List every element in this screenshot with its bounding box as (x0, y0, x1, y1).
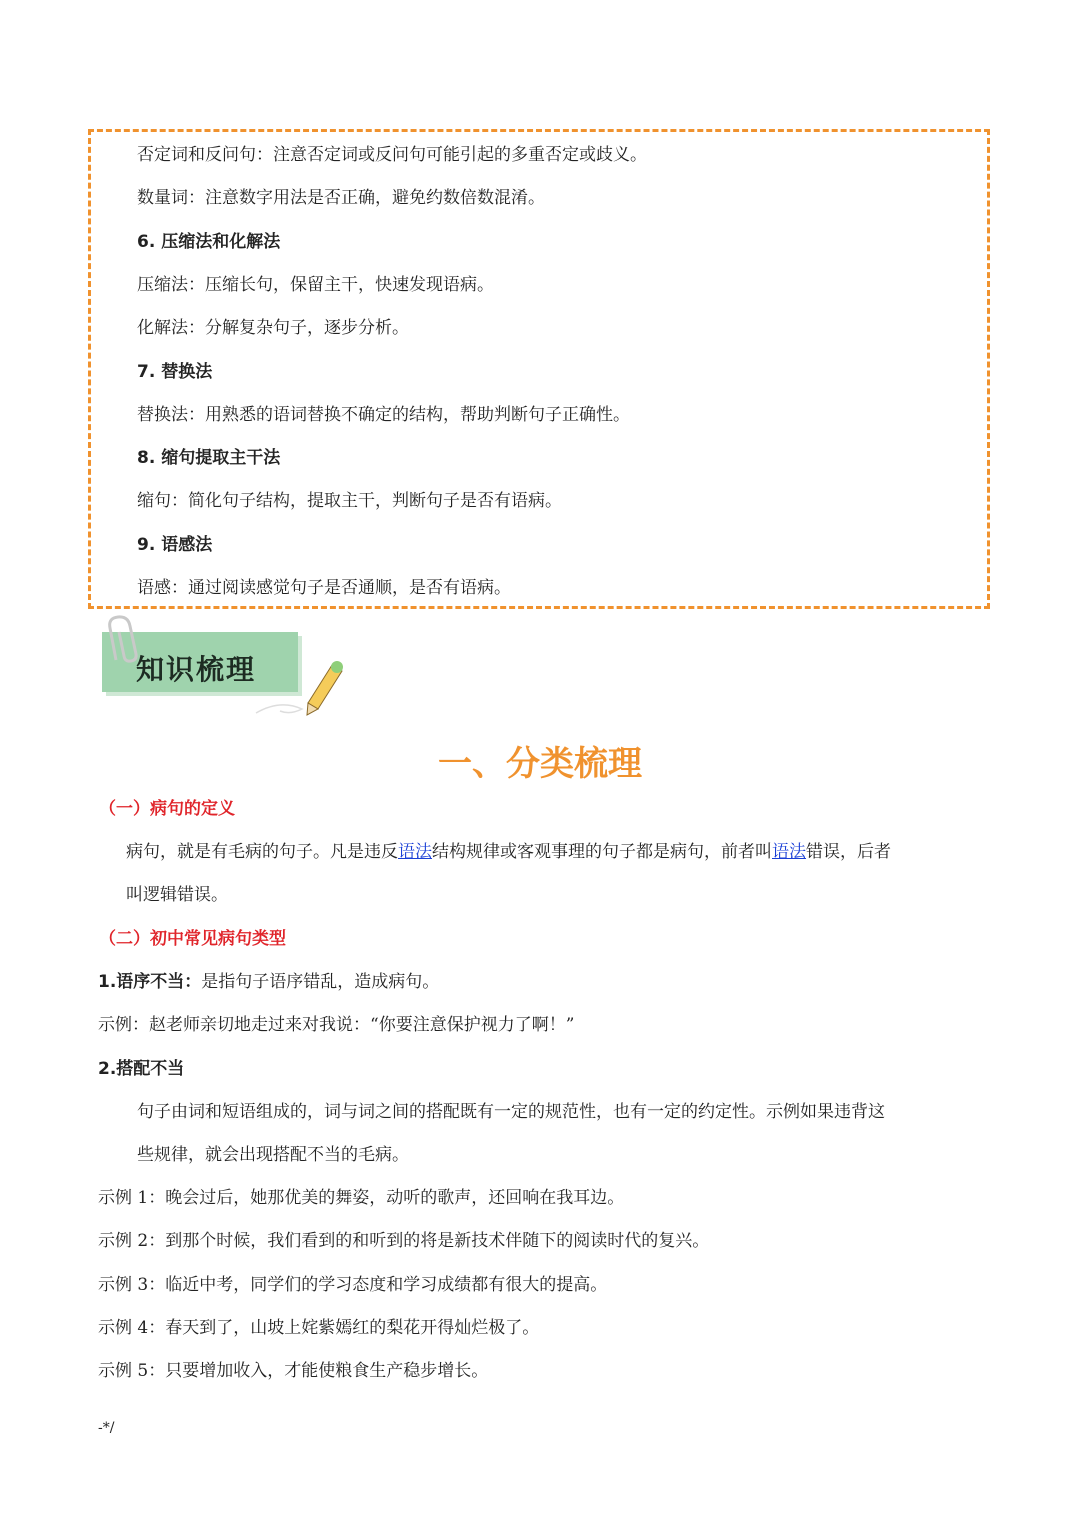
type-2-label: 2.搭配不当 (98, 1059, 185, 1079)
grammar-link-1[interactable]: 语法 (398, 842, 432, 862)
type-2-paragraph: 句子由词和短语组成的，词与词之间的搭配既有一定的规范性，也有一定的约定性。示例如果违背这 (137, 1102, 885, 1122)
box-heading-8: 8. 缩句提取主干法 (137, 448, 281, 468)
grammar-link-2[interactable]: 语法 (772, 842, 806, 862)
box-line-2: 数量词：注意数字用法是否正确，避免约数倍数混淆。 (137, 188, 545, 208)
pencil-icon (250, 655, 350, 720)
box-line-4: 化解法：分解复杂句子，逐步分析。 (137, 318, 409, 338)
box-line-6: 缩句：简化句子结构，提取主干，判断句子是否有语病。 (137, 491, 562, 511)
paragraph-text: 病句，就是有毛病的句子。凡是违反 (126, 842, 398, 862)
page-footer: -*/ (98, 1420, 115, 1436)
example-5: 示例 5：只要增加收入，才能使粮食生产稳步增长。 (98, 1361, 489, 1381)
type-1-example: 示例：赵老师亲切地走过来对我说：“你要注意保护视力了啊！” (98, 1015, 575, 1035)
box-line-3: 压缩法：压缩长句，保留主干，快速发现语病。 (137, 275, 494, 295)
section-1-paragraph-cont: 叫逻辑错误。 (126, 885, 228, 905)
banner-label: 知识梳理 (136, 653, 257, 686)
example-1: 示例 1：晚会过后，她那优美的舞姿，动听的歌声，还回响在我耳边。 (98, 1188, 625, 1208)
section-2-heading: （二）初中常见病句类型 (99, 929, 286, 949)
box-heading-7: 7. 替换法 (137, 362, 213, 382)
box-line-1: 否定词和反问句：注意否定词或反问句可能引起的多重否定或歧义。 (137, 145, 647, 165)
example-4: 示例 4：春天到了，山坡上姹紫嫣红的梨花开得灿烂极了。 (98, 1318, 540, 1338)
paragraph-text: 结构规律或客观事理的句子都是病句，前者叫 (432, 842, 772, 862)
section-1-paragraph (126, 840, 891, 864)
example-2: 示例 2：到那个时候，我们看到的和听到的将是新技术伴随下的阅读时代的复兴。 (98, 1231, 710, 1251)
type-1-label: 1.语序不当： (98, 972, 202, 992)
paragraph-text: 错误，后者 (806, 842, 891, 862)
section-1-heading: （一）病句的定义 (99, 799, 235, 819)
type-2-paragraph-cont: 些规律，就会出现搭配不当的毛病。 (137, 1145, 409, 1165)
box-line-7: 语感：通过阅读感觉句子是否通顺，是否有语病。 (137, 578, 511, 598)
box-heading-9: 9. 语感法 (137, 535, 213, 555)
page-title: 一、分类梳理 (438, 744, 642, 784)
box-line-5: 替换法：用熟悉的语词替换不确定的结构，帮助判断句子正确性。 (137, 405, 630, 425)
type-1 (98, 970, 439, 994)
example-3: 示例 3：临近中考，同学们的学习态度和学习成绩都有很大的提高。 (98, 1275, 608, 1295)
box-heading-6: 6. 压缩法和化解法 (137, 232, 281, 252)
type-1-text: 是指句子语序错乱，造成病句。 (201, 972, 440, 992)
